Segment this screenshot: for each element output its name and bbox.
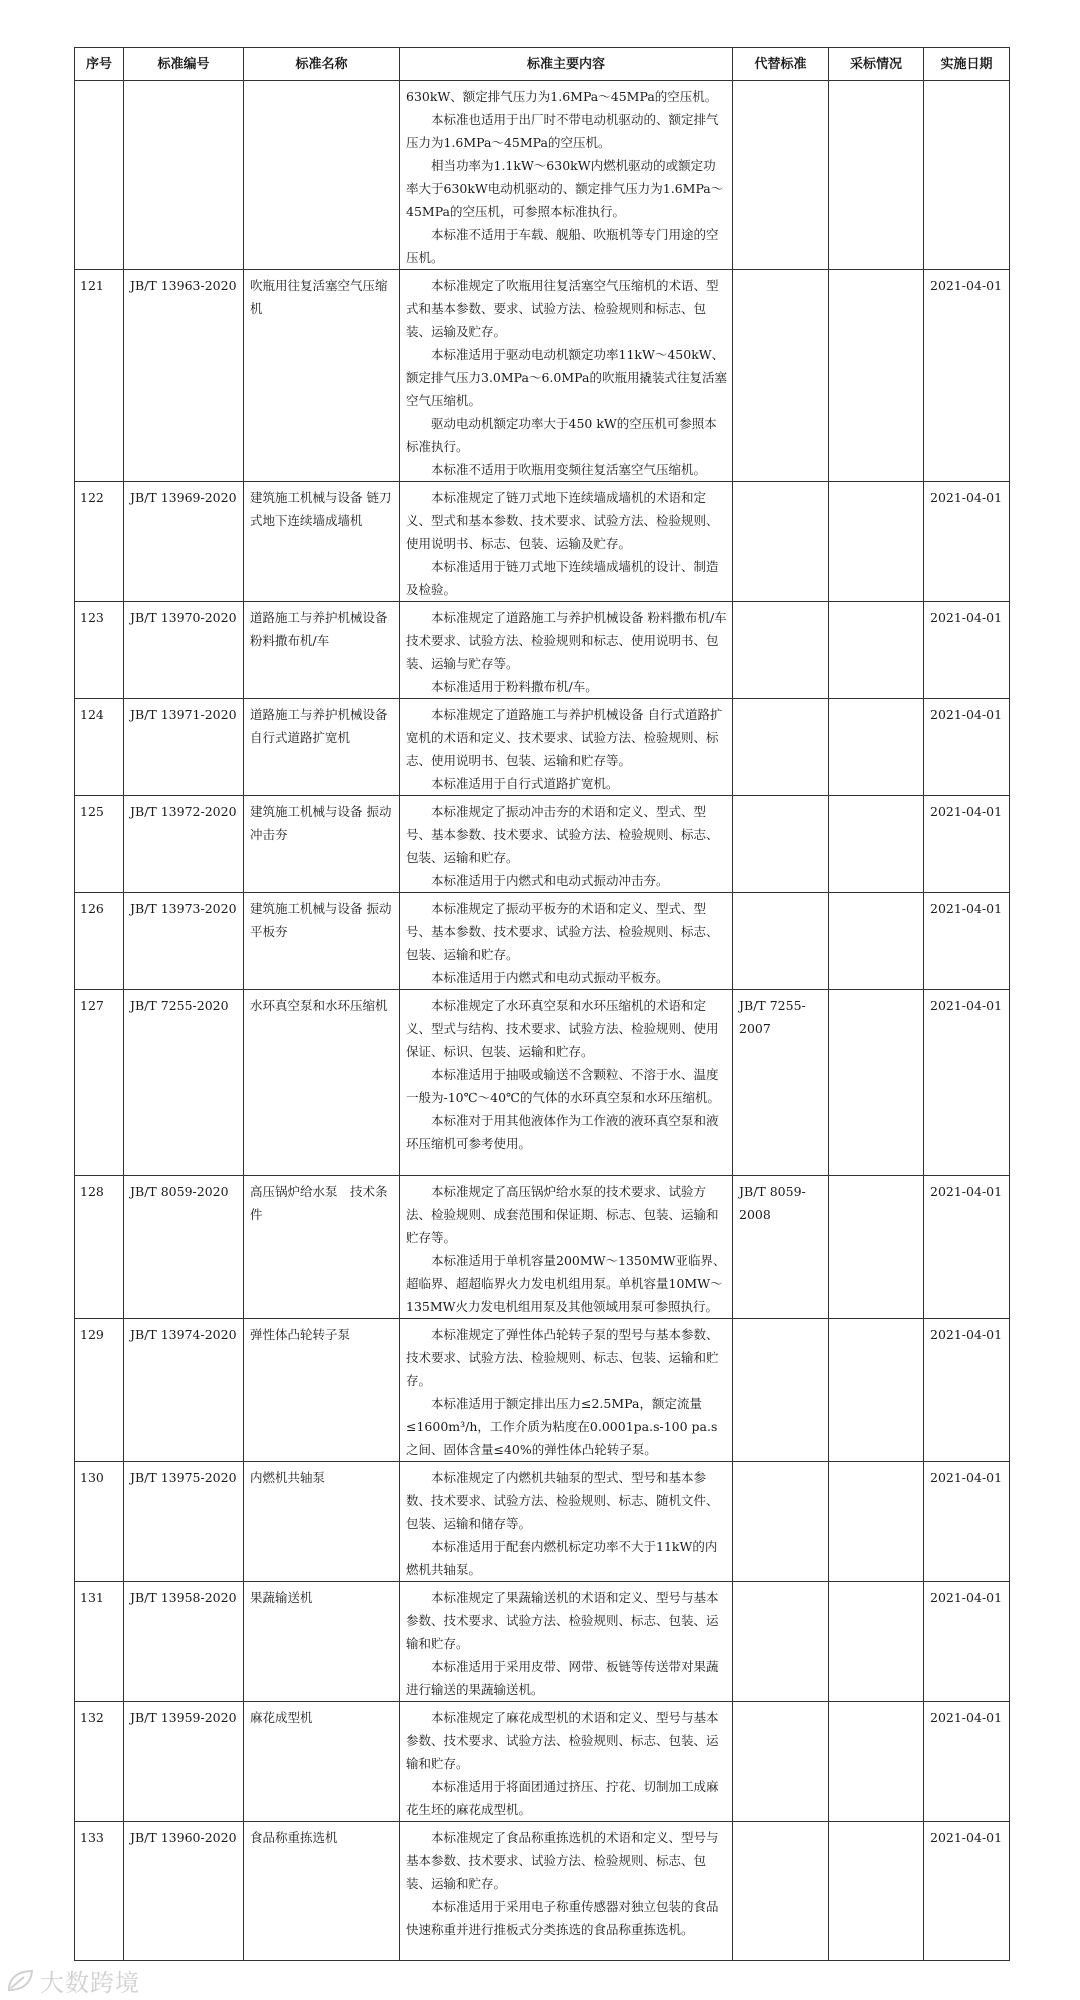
content-paragraph: 本标准适用于额定排出压力≤2.5MPa，额定流量≤1600m³/h，工作介质为粘度在0.0001pa.s-100 pa.s之间、固体含量≤40%的弹性体凸轮转子泵。 — [406, 1396, 718, 1457]
replaced-standard — [733, 1319, 829, 1462]
header-content: 标准主要内容 — [400, 48, 733, 81]
row-number: 129 — [75, 1319, 124, 1462]
standard-code: JB/T 13958-2020 — [124, 1582, 244, 1702]
watermark-text: 大数跨境 — [40, 1969, 140, 1997]
adoption-status — [829, 699, 924, 796]
implementation-date: 2021-04-01 — [924, 990, 1010, 1176]
adoption-status — [829, 602, 924, 699]
standard-name: 食品称重拣选机 — [244, 1822, 400, 1961]
row-number: 128 — [75, 1176, 124, 1319]
standard-name: 建筑施工机械与设备 振动平板夯 — [244, 893, 400, 990]
standard-code: JB/T 13971-2020 — [124, 699, 244, 796]
replaced-standard — [733, 81, 829, 270]
content-paragraph: 本标准规定了道路施工与养护机械设备 粉料撒布机/车技术要求、试验方法、检验规则和标志、使用说明书、包装、运输与贮存等。 — [406, 610, 727, 671]
row-number: 127 — [75, 990, 124, 1176]
table-row — [75, 796, 1010, 893]
standard-name: 建筑施工机械与设备 振动冲击夯 — [244, 796, 400, 893]
standard-code: JB/T 13972-2020 — [124, 796, 244, 893]
content-paragraph: 本标准适用于配套内燃机标定功率不大于11kW的内燃机共轴泵。 — [406, 1539, 718, 1577]
replaced-standard — [733, 893, 829, 990]
standard-name — [244, 81, 400, 270]
adoption-status — [829, 1319, 924, 1462]
content-paragraph: 本标准适用于抽吸或输送不含颗粒、不溶于水、温度一般为-10℃～40℃的气体的水环真空泵和水环压缩机。 — [406, 1067, 721, 1105]
implementation-date: 2021-04-01 — [924, 602, 1010, 699]
standard-code: JB/T 13974-2020 — [124, 1319, 244, 1462]
replaced-standard — [733, 1702, 829, 1822]
standard-code: JB/T 13975-2020 — [124, 1462, 244, 1582]
replaced-standard — [733, 602, 829, 699]
adoption-status — [829, 1582, 924, 1702]
standard-name: 麻花成型机 — [244, 1702, 400, 1822]
standard-name: 果蔬输送机 — [244, 1582, 400, 1702]
standard-content — [400, 270, 733, 482]
standard-code: JB/T 13959-2020 — [124, 1702, 244, 1822]
standard-content — [400, 699, 733, 796]
replaced-standard: JB/T 7255-2007 — [733, 990, 829, 1176]
content-paragraph: 本标准适用于链刀式地下连续墙成墙机的设计、制造及检验。 — [406, 559, 719, 597]
replaced-standard — [733, 796, 829, 893]
table-row — [75, 990, 1010, 1176]
replaced-standard — [733, 482, 829, 602]
header-replace: 代替标准 — [733, 48, 829, 81]
content-paragraph: 本标准规定了麻花成型机的术语和定义、型号与基本参数、技术要求、试验方法、检验规则、标志、包装、运输和贮存。 — [406, 1710, 719, 1771]
standard-name: 内燃机共轴泵 — [244, 1462, 400, 1582]
adoption-status — [829, 1822, 924, 1961]
standard-content — [400, 1462, 733, 1582]
row-number: 130 — [75, 1462, 124, 1582]
standard-code — [124, 81, 244, 270]
implementation-date: 2021-04-01 — [924, 1319, 1010, 1462]
content-paragraph: 本标准适用于自行式道路扩宽机。 — [431, 776, 619, 791]
content-paragraph: 本标准规定了果蔬输送机的术语和定义、型号与基本参数、技术要求、试验方法、检验规则、标志、包装、运输和贮存。 — [406, 1590, 719, 1651]
standard-content — [400, 602, 733, 699]
replaced-standard — [733, 270, 829, 482]
standard-content — [400, 1319, 733, 1462]
adoption-status — [829, 990, 924, 1176]
content-paragraph: 本标准适用于内燃式和电动式振动冲击夯。 — [431, 873, 669, 888]
implementation-date: 2021-04-01 — [924, 1582, 1010, 1702]
content-paragraph: 本标准规定了吹瓶用往复活塞空气压缩机的术语、型式和基本参数、要求、试验方法、检验规则和标志、包装、运输及贮存。 — [406, 278, 719, 339]
standard-name: 水环真空泵和水环压缩机 — [244, 990, 400, 1176]
leaf-logo-icon — [6, 1968, 36, 1994]
content-paragraph: 630kW、额定排气压力为1.6MPa～45MPa的空压机。 — [406, 89, 718, 104]
content-paragraph: 本标准规定了水环真空泵和水环压缩机的术语和定义、型式与结构、技术要求、试验方法、检验规则、使用保证、标识、包装、运输和贮存。 — [406, 998, 719, 1059]
standard-name: 弹性体凸轮转子泵 — [244, 1319, 400, 1462]
standard-content — [400, 796, 733, 893]
content-paragraph: 本标准适用于粉料撒布机/车。 — [431, 679, 598, 694]
row-number: 122 — [75, 482, 124, 602]
implementation-date: 2021-04-01 — [924, 482, 1010, 602]
row-number: 121 — [75, 270, 124, 482]
standard-content — [400, 1822, 733, 1961]
adoption-status — [829, 270, 924, 482]
content-paragraph: 本标准规定了链刀式地下连续墙成墙机的术语和定义、型式和基本参数、技术要求、试验方法、检验规则、使用说明书、标志、包装、运输及贮存。 — [406, 490, 719, 551]
table-row — [75, 1462, 1010, 1582]
content-paragraph: 本标准规定了振动冲击夯的术语和定义、型式、型号、基本参数、技术要求、试验方法、检验规则、标志、包装、运输和贮存。 — [406, 804, 719, 865]
standard-code: JB/T 13973-2020 — [124, 893, 244, 990]
standard-code: JB/T 13963-2020 — [124, 270, 244, 482]
content-paragraph: 本标准也适用于出厂时不带电动机驱动的、额定排气压力为1.6MPa～45MPa的空压机。 — [406, 112, 719, 150]
standard-name: 高压锅炉给水泵 技术条件 — [244, 1176, 400, 1319]
table-row — [75, 699, 1010, 796]
implementation-date: 2021-04-01 — [924, 1702, 1010, 1822]
table-row — [75, 81, 1010, 270]
header-code: 标准编号 — [124, 48, 244, 81]
standard-code: JB/T 13969-2020 — [124, 482, 244, 602]
table-row — [75, 1822, 1010, 1961]
implementation-date: 2021-04-01 — [924, 699, 1010, 796]
replaced-standard — [733, 1822, 829, 1961]
standard-name: 道路施工与养护机械设备 自行式道路扩宽机 — [244, 699, 400, 796]
standard-name: 吹瓶用往复活塞空气压缩机 — [244, 270, 400, 482]
content-paragraph: 本标准适用于内燃式和电动式振动平板夯。 — [431, 970, 669, 985]
adoption-status — [829, 1462, 924, 1582]
row-number: 132 — [75, 1702, 124, 1822]
implementation-date: 2021-04-01 — [924, 1822, 1010, 1961]
implementation-date: 2021-04-01 — [924, 893, 1010, 990]
standard-content — [400, 482, 733, 602]
standard-content — [400, 1176, 733, 1319]
content-paragraph: 本标准规定了道路施工与养护机械设备 自行式道路扩宽机的术语和定义、技术要求、试验方法、检验规则、标志、使用说明书、包装、运输和贮存等。 — [406, 707, 723, 768]
replaced-standard — [733, 1582, 829, 1702]
adoption-status — [829, 81, 924, 270]
table-row — [75, 482, 1010, 602]
row-number: 131 — [75, 1582, 124, 1702]
row-number: 123 — [75, 602, 124, 699]
standard-code: JB/T 13970-2020 — [124, 602, 244, 699]
implementation-date — [924, 81, 1010, 270]
header-adopt: 采标情况 — [829, 48, 924, 81]
row-number: 133 — [75, 1822, 124, 1961]
row-number: 126 — [75, 893, 124, 990]
content-paragraph: 本标准对于用其他液体作为工作液的液环真空泵和液环压缩机可参考使用。 — [406, 1113, 719, 1151]
implementation-date: 2021-04-01 — [924, 1462, 1010, 1582]
content-paragraph: 本标准适用于将面团通过挤压、拧花、切制加工成麻花生坯的麻花成型机。 — [406, 1779, 719, 1817]
standard-content — [400, 990, 733, 1176]
standards-table — [74, 47, 1010, 1961]
content-paragraph: 本标准适用于采用电子称重传感器对独立包装的食品快速称重并进行推板式分类拣选的食品称重拣选机。 — [406, 1899, 719, 1937]
content-paragraph: 本标准规定了食品称重拣选机的术语和定义、型号与基本参数、技术要求、试验方法、检验规则、标志、包装、运输和贮存。 — [406, 1830, 719, 1891]
adoption-status — [829, 1176, 924, 1319]
implementation-date: 2021-04-01 — [924, 1176, 1010, 1319]
standard-content — [400, 1582, 733, 1702]
replaced-standard — [733, 1462, 829, 1582]
implementation-date: 2021-04-01 — [924, 270, 1010, 482]
adoption-status — [829, 1702, 924, 1822]
adoption-status — [829, 893, 924, 990]
content-paragraph: 本标准不适用于车载、舰船、吹瓶机等专门用途的空压机。 — [406, 227, 719, 265]
standard-content — [400, 893, 733, 990]
row-number — [75, 81, 124, 270]
row-number: 124 — [75, 699, 124, 796]
standard-code: JB/T 7255-2020 — [124, 990, 244, 1176]
adoption-status — [829, 482, 924, 602]
table-row — [75, 1582, 1010, 1702]
table-row — [75, 1176, 1010, 1319]
content-paragraph: 驱动电动机额定功率大于450 kW的空压机可参照本标准执行。 — [406, 416, 717, 454]
content-paragraph: 本标准适用于驱动电动机额定功率11kW～450kW、额定排气压力3.0MPa～6.0MPa的吹瓶用撬装式往复活塞空气压缩机。 — [406, 347, 727, 408]
content-paragraph: 本标准规定了弹性体凸轮转子泵的型号与基本参数、技术要求、试验方法、检验规则、标志、包装、运输和贮存。 — [406, 1327, 719, 1388]
adoption-status — [829, 796, 924, 893]
standard-content — [400, 1702, 733, 1822]
table-row — [75, 602, 1010, 699]
table-row — [75, 1702, 1010, 1822]
implementation-date: 2021-04-01 — [924, 796, 1010, 893]
standard-name: 道路施工与养护机械设备 粉料撒布机/车 — [244, 602, 400, 699]
standard-code: JB/T 8059-2020 — [124, 1176, 244, 1319]
standard-content — [400, 81, 733, 270]
watermark — [6, 1963, 140, 1998]
table-row — [75, 1319, 1010, 1462]
row-number: 125 — [75, 796, 124, 893]
header-name: 标准名称 — [244, 48, 400, 81]
content-paragraph: 本标准适用于采用皮带、网带、板链等传送带对果蔬进行输送的果蔬输送机。 — [406, 1659, 719, 1697]
header-no: 序号 — [75, 48, 124, 81]
standard-code: JB/T 13960-2020 — [124, 1822, 244, 1961]
content-paragraph: 本标准规定了振动平板夯的术语和定义、型式、型号、基本参数、技术要求、试验方法、检验规则、标志、包装、运输和贮存。 — [406, 901, 719, 962]
standard-name: 建筑施工机械与设备 链刀式地下连续墙成墙机 — [244, 482, 400, 602]
content-paragraph: 相当功率为1.1kW～630kW内燃机驱动的或额定功率大于630kW电动机驱动的、额定排气压力为1.6MPa～45MPa的空压机，可参照本标准执行。 — [406, 158, 724, 219]
replaced-standard — [733, 699, 829, 796]
table-row — [75, 270, 1010, 482]
table-row — [75, 893, 1010, 990]
content-paragraph: 本标准规定了内燃机共轴泵的型式、型号和基本参数、技术要求、试验方法、检验规则、标志、随机文件、包装、运输和储存等。 — [406, 1470, 719, 1531]
content-paragraph: 本标准适用于单机容量200MW～1350MW亚临界、超临界、超超临界火力发电机组用泵。单机容量10MW～135MW火力发电机组用泵及其他领域用泵可参照执行。 — [406, 1253, 726, 1314]
content-paragraph: 本标准规定了高压锅炉给水泵的技术要求、试验方法、检验规则、成套范围和保证期、标志、包装、运输和贮存等。 — [406, 1184, 719, 1245]
header-date: 实施日期 — [924, 48, 1010, 81]
content-paragraph: 本标准不适用于吹瓶用变频往复活塞空气压缩机。 — [431, 462, 707, 477]
replaced-standard: JB/T 8059-2008 — [733, 1176, 829, 1319]
table-header-row — [75, 48, 1010, 81]
